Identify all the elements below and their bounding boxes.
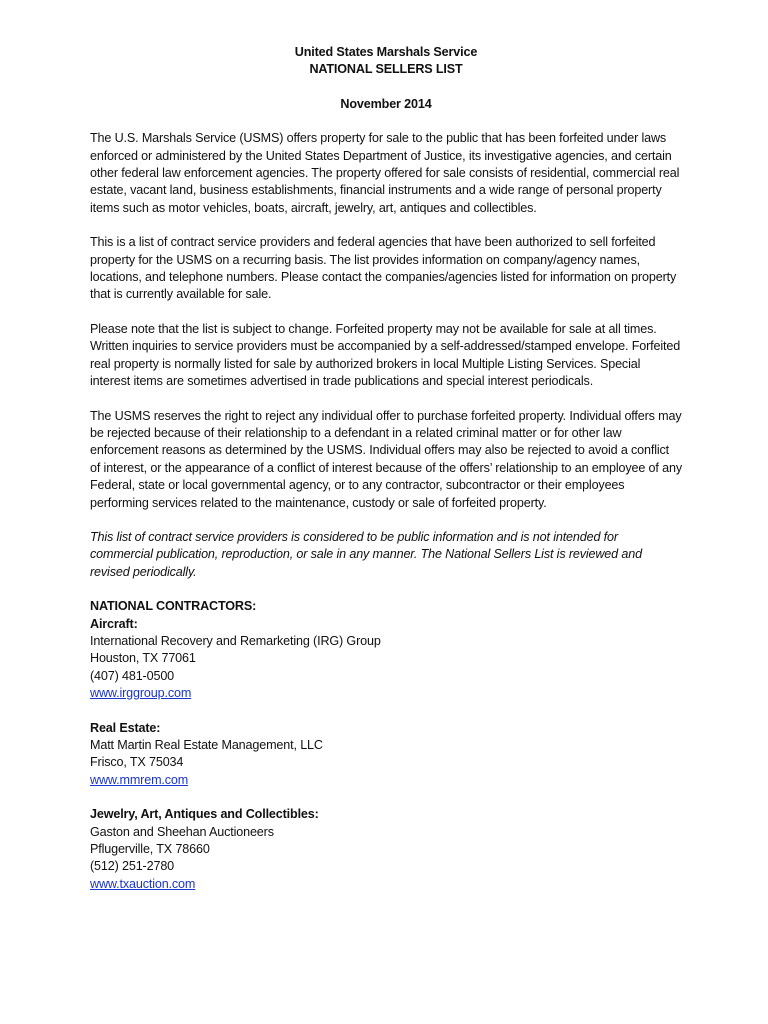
- jewelry-contractor: [90, 806, 682, 893]
- jewelry-contractor-name: Gaston and Sheehan Auctioneers: [90, 824, 274, 839]
- jewelry-contractor-location: Pflugerville, TX 78660: [90, 842, 210, 857]
- document-date: November 2014: [340, 96, 432, 111]
- national-contractors-section: [90, 598, 682, 893]
- aircraft-contractor-location: Houston, TX 77061: [90, 651, 196, 666]
- list-title: NATIONAL SELLERS LIST: [309, 62, 463, 77]
- disclaimer-paragraph: This list of contract service providers is considered to be public information and is not intended for commercial publication, reproduction, or sale in any manner. The National Sellers List is reviewed and revised periodically.: [90, 529, 642, 579]
- list-description-paragraph: This is a list of contract service providers and federal agencies that have been authorized to sell forfeited property for the USMS on a recurring basis. The list provides information on company/agency names, locations, and telephone numbers. Please contact the companies/agencies listed for information on property that is currently available for sale.: [90, 235, 677, 302]
- jewelry-contractor-website-link[interactable]: www.txauction.com: [90, 876, 196, 891]
- real-estate-category-label: Real Estate:: [90, 720, 161, 735]
- national-contractors-heading: NATIONAL CONTRACTORS:: [90, 599, 257, 614]
- aircraft-contractor-name: International Recovery and Remarketing (IRG) Group: [90, 633, 381, 648]
- real-estate-contractor: [90, 720, 682, 790]
- real-estate-contractor-name: Matt Martin Real Estate Management, LLC: [90, 738, 323, 752]
- agency-title: United States Marshals Service: [294, 45, 478, 59]
- real-estate-contractor-location: Frisco, TX 75034: [90, 755, 184, 770]
- subject-to-change-paragraph: Please note that the list is subject to change. Forfeited property may not be available for sale at all times. Written inquiries to service providers must be accompanied by a self-addressed/stamped envelope. Forfeited real property is normally listed for sale by authorized brokers in local Multiple Listing Services. Special interest items are sometimes advertised in trade publications and special interest periodicals.: [90, 321, 681, 389]
- offer-rejection-paragraph: The USMS reserves the right to reject any individual offer to purchase forfeited property. Individual offers may be rejected because of their relationship to a defendant in a related criminal matter or for other law enforcement reasons as determined by the USMS. Individual offers may also be rejected to avoid a conflict of interest, or the appearance of a conflict of interest because of the offers’ relationship to an employee of any Federal, state or local governmental agency, or to any contractor, subcontractor or their employees performing services related to the maintenance, custody or sale of forfeited property.: [90, 408, 682, 510]
- aircraft-contractor-phone: (407) 481-0500: [90, 668, 175, 683]
- document-page: [90, 44, 682, 910]
- real-estate-contractor-website-link[interactable]: www.mmrem.com: [90, 772, 189, 787]
- aircraft-contractor-website-link[interactable]: www.irggroup.com: [90, 686, 192, 701]
- jewelry-category-label: Jewelry, Art, Antiques and Collectibles:: [90, 807, 319, 822]
- jewelry-contractor-phone: (512) 251-2780: [90, 859, 175, 874]
- intro-paragraph: The U.S. Marshals Service (USMS) offers property for sale to the public that has been forfeited under laws enforced or administered by the United States Department of Justice, its investigative agencies, and certain other federal law enforcement agencies. The property offered for sale consists of residential, commercial real estate, vacant land, business establishments, financial instruments and a wide range of personal property items such as motor vehicles, boats, aircraft, jewelry, art, antiques and collectibles.: [90, 131, 680, 215]
- aircraft-category-label: Aircraft:: [90, 616, 138, 631]
- aircraft-contractor: [90, 598, 682, 702]
